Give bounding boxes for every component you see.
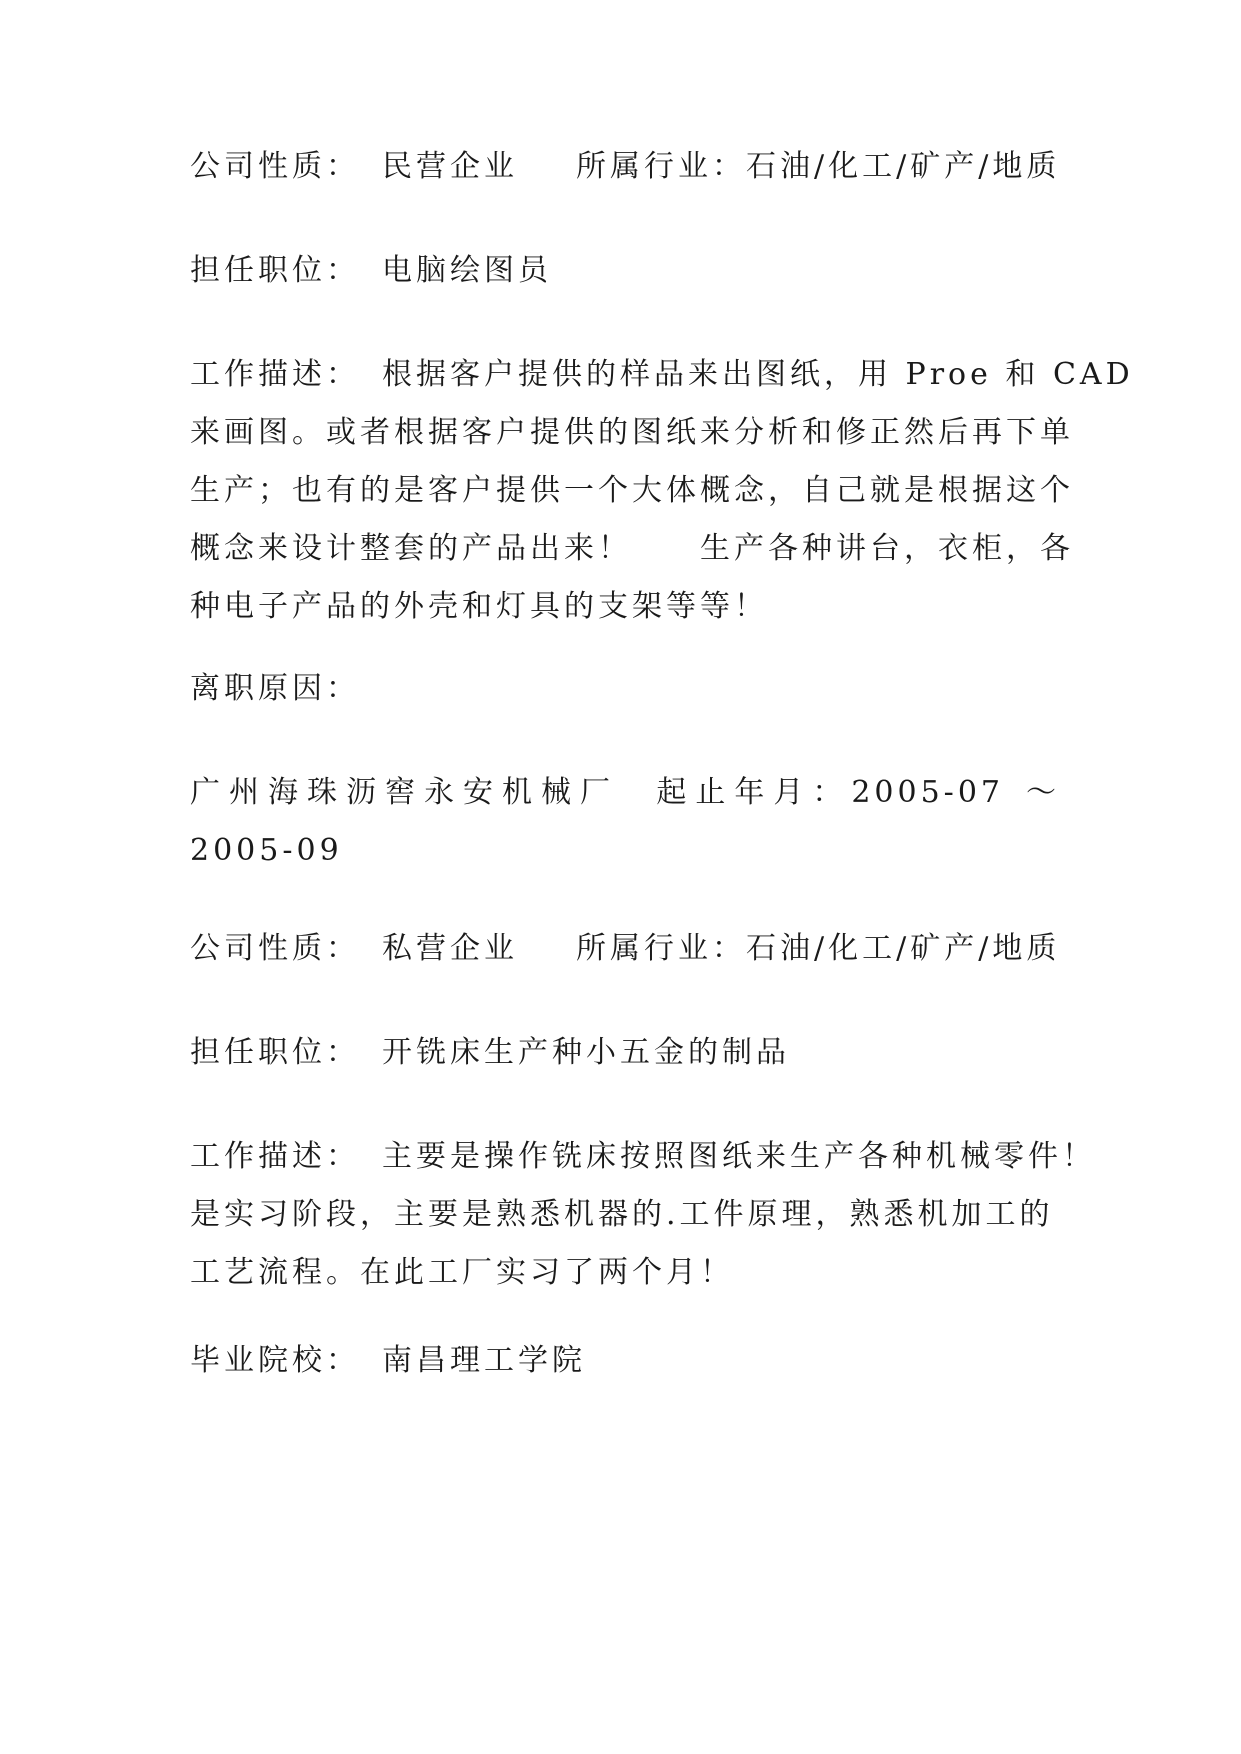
period-label: 起止年月： <box>656 775 852 810</box>
position-line <box>190 242 1060 300</box>
leave-reason-line <box>190 660 1060 718</box>
desc-line: 工艺流程。在此工厂实习了两个月！ <box>190 1255 734 1290</box>
leave-reason-label: 离职原因： <box>190 671 360 706</box>
company-type-line <box>190 138 1060 196</box>
job-description <box>190 346 1134 636</box>
position-value: 电脑绘图员 <box>382 253 552 288</box>
school-value: 南昌理工学院 <box>382 1343 586 1378</box>
period <box>656 764 1060 822</box>
company-type-label: 公司性质： <box>190 149 360 184</box>
industry-value: 石油/化工/矿产/地质 <box>746 149 1061 184</box>
company-type-value: 民营企业 <box>382 149 518 184</box>
period-end: 2005-09 <box>190 833 343 868</box>
desc-line: 工作描述： 主要是操作铣床按照图纸来生产各种机械零件！ <box>190 1139 1096 1174</box>
desc-line: 来画图。或者根据客户提供的图纸来分析和修正然后再下单 <box>190 415 1074 450</box>
desc-line: 生产；也有的是客户提供一个大体概念，自己就是根据这个 <box>190 473 1074 508</box>
desc-label: 工作描述： <box>190 1139 360 1174</box>
desc-line: 是实习阶段，主要是熟悉机器的.工件原理，熟悉机加工的 <box>190 1197 1054 1232</box>
company-type-line <box>190 920 1060 978</box>
period-start: 2005-07 <box>851 775 1004 810</box>
position-label: 担任职位： <box>190 253 360 288</box>
industry-value: 石油/化工/矿产/地质 <box>746 931 1061 966</box>
company-type-value: 私营企业 <box>382 931 518 966</box>
position-value: 开铣床生产种小五金的制品 <box>382 1035 790 1070</box>
industry-label: 所属行业： <box>576 931 746 966</box>
desc-label: 工作描述： <box>190 357 360 392</box>
company-period <box>190 764 1060 880</box>
school-label: 毕业院校： <box>190 1343 360 1378</box>
desc-line: 种电子产品的外壳和灯具的支架等等！ <box>190 589 768 624</box>
period-separator: ～ <box>1026 775 1060 810</box>
industry-label: 所属行业： <box>576 149 746 184</box>
desc-line: 工作描述： 根据客户提供的样品来出图纸，用 Proe 和 CAD <box>190 357 1134 392</box>
position-line <box>190 1024 1060 1082</box>
school-line <box>190 1332 1060 1390</box>
position-label: 担任职位： <box>190 1035 360 1070</box>
desc-line: 概念来设计整套的产品出来！ 生产各种讲台，衣柜，各 <box>190 531 1074 566</box>
job-description <box>190 1128 1096 1302</box>
company-name: 广州海珠沥窖永安机械厂 <box>190 775 619 810</box>
company-type-label: 公司性质： <box>190 931 360 966</box>
company-period-line <box>190 764 1060 822</box>
